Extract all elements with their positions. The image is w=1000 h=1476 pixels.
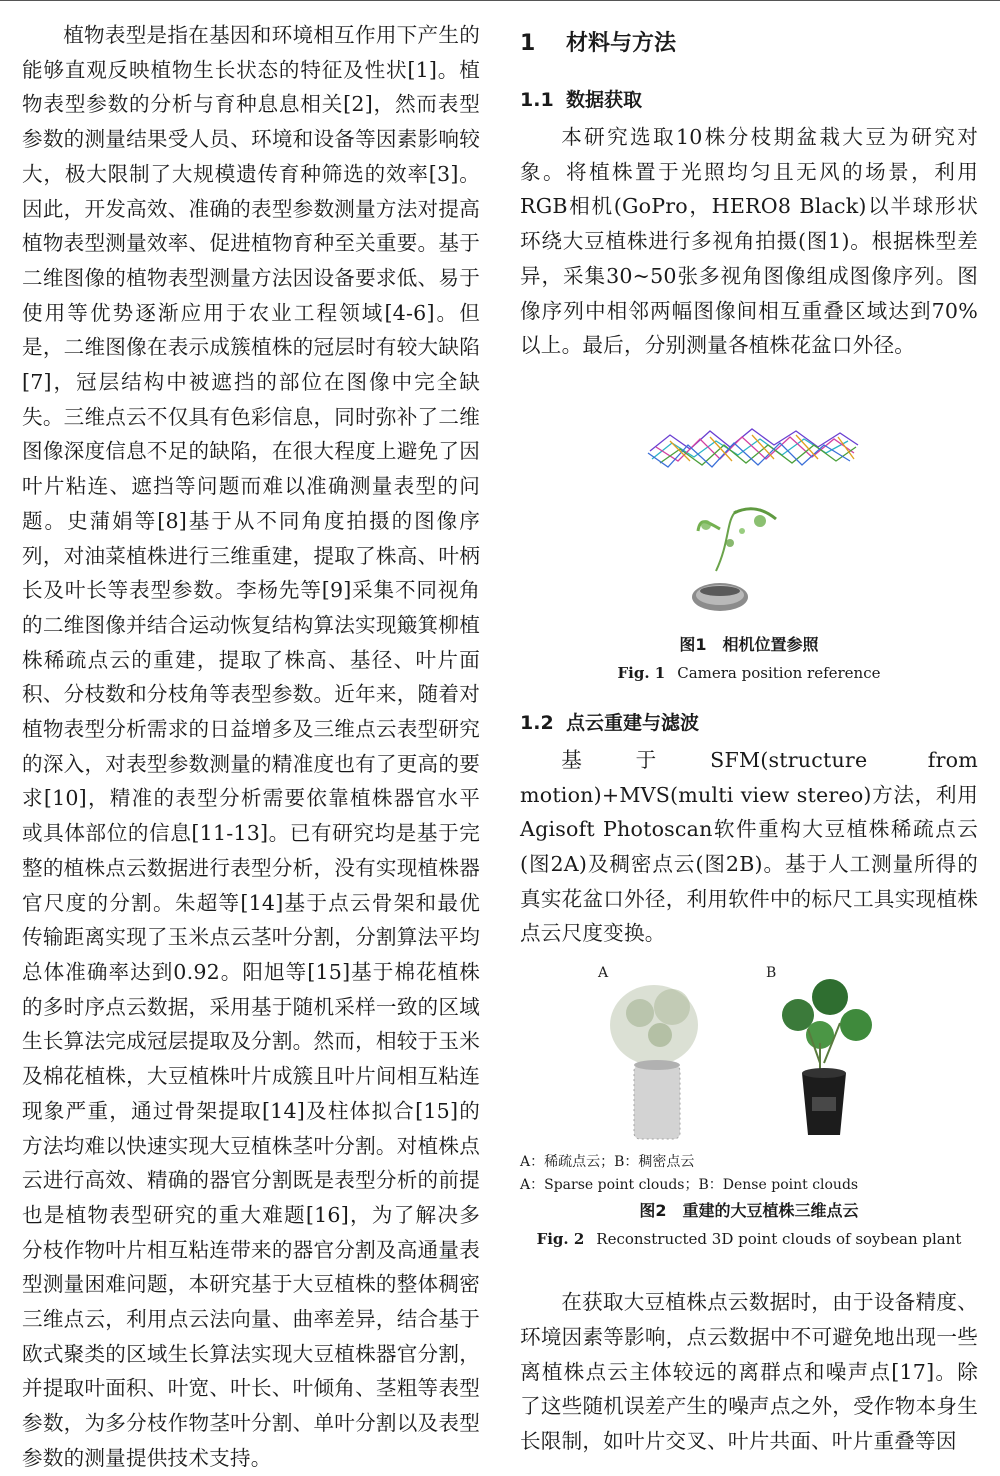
point-cloud-illustrations: [520, 963, 978, 1151]
plant-point-cloud: [698, 509, 776, 571]
section-heading-1-1: [520, 80, 978, 120]
subsection-title: 点云重建与滤波: [566, 711, 700, 734]
data-acquisition-paragraph: 本研究选取10株分枝期盆栽大豆为研究对象。将植株置于光照均匀且无风的场景，利用RGB相机(GoPro，HERO8 Black)以半球形状环绕大豆植株进行多视角拍摄(图1)。根据株型差异，采集30~50张多视角图像组成图像序列。图像序列中相邻两幅图像间相互重叠区域达到70%以上。最后，分别测量各植株花盆口外径。: [520, 125, 978, 358]
figure-1-caption-en: [520, 659, 978, 687]
dense-point-cloud-plant: [782, 979, 872, 1135]
figure-2-image: [520, 963, 978, 1151]
figure-1-label-en: Fig. 1: [617, 663, 666, 682]
panel-label-b: B: [766, 965, 777, 982]
subsection-title: 数据获取: [566, 89, 643, 111]
intro-paragraph: 植物表型是指在基因和环境相互作用下产生的能够直观反映植物生长状态的特征及性状[1]。植物表型参数的分析与育种息息相关[2]，然而表型参数的测量结果受人员、环境和设备等因素影响较大，极大限制了大规模遗传育种筛选的效率[3]。因此，开发高效、准确的表型参数测量方法对提高植物表型测量效率、促进植物育种至关重要。基于二维图像的植物表型测量方法因设备要求低、易于使用等优势逐渐应用于农业工程领域[4-6]。但是，二维图像在表示成簇植株的冠层时有较大缺陷[7]，冠层结构中被遮挡的部位在图像中完全缺失。三维点云不仅具有色彩信息，同时弥补了二维图像深度信息不足的缺陷，在很大程度上避免了因叶片粘连、遮挡等问题而难以准确测量表型的问题。史蒲娟等[8]基于从不同角度拍摄的图像序列，对油菜植株进行三维重建，提取了株高、叶柄长及叶长等表型参数。李杨先等[9]采集不同视角的二维图像并结合运动恢复结构算法实现簸箕柳植株稀疏点云的重建，提取了株高、基径、叶片面积、分枝数和分枝角等表型参数。近年来，随着对植物表型分析需求的日益增多及三维点云表型研究的深入，对表型参数测量的精准度也有了更高的要求[10]，精准的表型分析需要依靠植株器官水平或具体部位的信息[11-13]。已有研究均是基于完整的植株点云数据进行表型分析，没有实现植株器官尺度的分割。朱超等[14]基于点云骨架和最优传输距离实现了玉米点云茎叶分割，分割算法平均总体准确率达到0.92。阳旭等[15]基于棉花植株的多时序点云数据，采用基于随机采样一致的区域生长算法完成冠层提取及分割。然而，相较于玉米及棉花植株，大豆植株叶片成簇且叶片间相互粘连现象严重，通过骨架提取[14]及柱体拟合[15]的方法均难以快速实现大豆植株茎叶分割。对植株点云进行高效、精确的器官分割既是表型分析的前提也是植物表型研究的重大难题[16]，为了解决多分枝作物叶片相互粘连带来的器官分割及高通量表型测量困难问题，本研究基于大豆植株的整体稠密三维点云，利用点云法向量、曲率差异，结合基于欧式聚类的区域生长算法实现大豆植株器官分割，并提取叶面积、叶宽、叶长、叶倾角、茎粗等表型参数，为多分枝作物茎叶分割、单叶分割以及表型参数的测量提供技术支持。: [22, 23, 480, 1470]
filtering-paragraph: 在获取大豆植株点云数据时，由于设备精度、环境因素等影响，点云数据中不可避免地出现一些离植株点云主体较远的离群点和噪声点[17]。除了这些随机误差产生的噪声点之外，受作物本身生长限制，如叶片交叉、叶片共面、叶片重叠等因: [520, 1290, 978, 1453]
section-number: 1: [520, 31, 536, 56]
left-column: [22, 18, 480, 1476]
subsection-number: 1.1: [520, 89, 554, 111]
figure-2-caption-en: [520, 1225, 978, 1253]
subsection-number: 1.2: [520, 711, 554, 734]
figure-2-label-en: Fig. 2: [536, 1230, 585, 1249]
figure-2-note-en: A：Sparse point clouds；B：Dense point clouds: [520, 1177, 859, 1194]
sparse-point-cloud-plant: [610, 985, 698, 1139]
figure-1-caption-cn: 图1 相机位置参照: [679, 634, 819, 654]
figure-1-title-en: Camera position reference: [677, 663, 881, 682]
section-title: 材料与方法: [566, 31, 677, 56]
figure-2-title-en: Reconstructed 3D point clouds of soybean plant: [596, 1230, 962, 1249]
section-heading-1: [520, 24, 978, 64]
reconstruction-paragraph: 基于SFM(structure from motion)+MVS(multi view stereo)方法，利用Agisoft Photoscan软件重构大豆植株稀疏点云(图2A)及稠密点云(图2B)。基于人工测量所得的真实花盆口外径，利用软件中的标尺工具实现植株点云尺度变换。: [520, 747, 978, 946]
figure-1-image: [520, 401, 978, 631]
section-heading-1-2: [520, 703, 978, 743]
camera-positions-illustration: [520, 401, 978, 631]
right-column: [520, 18, 978, 1459]
figure-2-note-cn: A：稀疏点云；B：稠密点云: [520, 1154, 695, 1171]
camera-frustums: [648, 429, 858, 467]
figure-2-caption-cn: 图2 重建的大豆植株三维点云: [639, 1201, 859, 1221]
top-rule: [0, 0, 1000, 1]
panel-label-a: A: [598, 965, 609, 982]
